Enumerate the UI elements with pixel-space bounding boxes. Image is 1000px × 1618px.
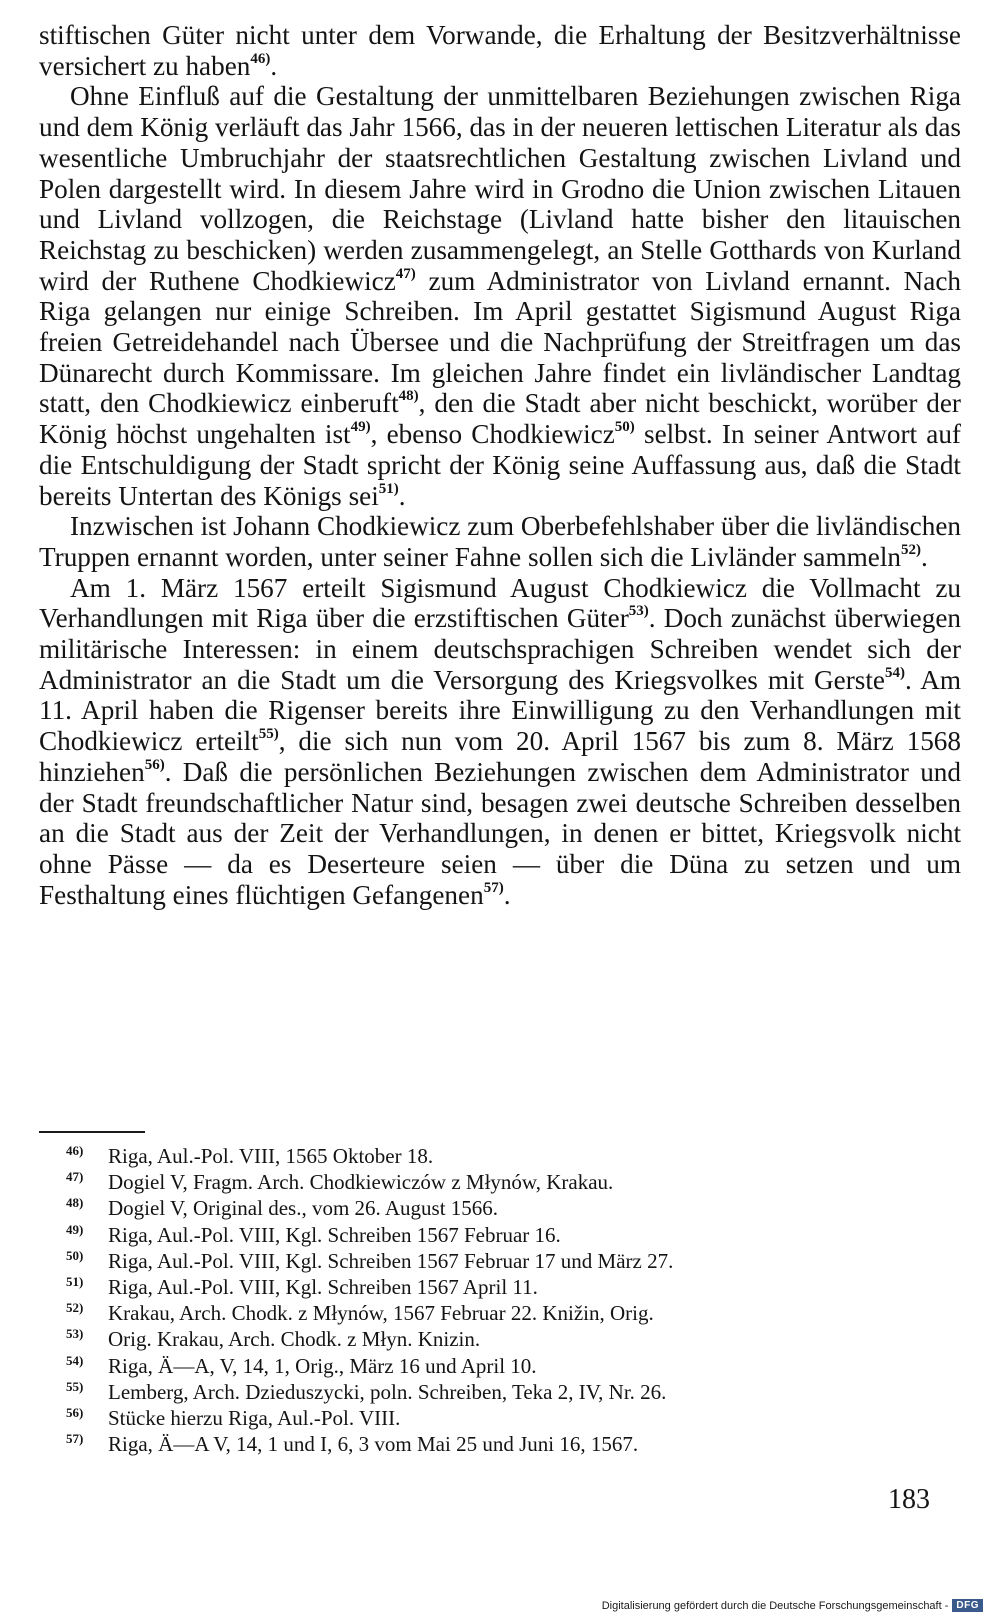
footnote-text: Orig. Krakau, Arch. Chodk. z Młyn. Knizin. — [108, 1327, 481, 1352]
paragraph-text: . Am 11. April haben die Rigenser bereits ihre Einwilligung zu den Verhandlungen mit Chodkiewicz erteilt — [39, 664, 962, 757]
paragraph-text: , ebenso Chodkiewicz — [370, 419, 615, 450]
paragraph-text: Ohne Einfluß auf die Gestaltung der unmittelbaren Beziehungen zwischen Riga und dem König verläuft das Jahr 1566, das in der neueren lettischen Literatur als das wesentliche Umbruchjahr der staatsrechtlichen Gestaltung zwischen Livland und Polen dargestellt wird. In diesem Jahre wird in Grodno die Union zwischen Litauen und Livland vollzogen, die Reichstage (Livland hatte bisher den litauischen Reichstag zu beschicken) werden zusammengelegt, an Stelle Gotthards von Kurland wird der Ruthene Chodkiewicz — [39, 81, 961, 296]
footnote-number: 55) — [66, 1378, 84, 1394]
footnote-reference: 57) — [483, 879, 504, 896]
footnote-text: Riga, Ä—A, V, 14, 1, Orig., März 16 und April 10. — [108, 1353, 537, 1378]
paragraph-text: . — [920, 541, 928, 572]
footnote-number: 50) — [66, 1247, 84, 1263]
footnote-divider — [39, 1131, 145, 1133]
footnote-number: 53) — [66, 1326, 84, 1342]
footnote-reference: 54) — [884, 664, 905, 681]
footnote-number: 49) — [66, 1221, 84, 1237]
digitization-note: Digitalisierung gefördert durch die Deutsche Forschungsgemeinschaft - — [601, 1599, 949, 1612]
footnote — [66, 1431, 946, 1457]
footnote-number: 54) — [66, 1352, 84, 1368]
footnote-number: 51) — [66, 1274, 84, 1290]
footnote-reference: 53) — [628, 603, 649, 620]
paragraph-text: Inzwischen ist Johann Chodkiewicz zum Oberbefehlshaber über die livländischen Truppen ernannt worden, unter seiner Fahne sollen sich die Livländer sammeln — [39, 511, 961, 572]
footnote-number: 57) — [66, 1431, 84, 1447]
paragraph-text: Am 1. März 1567 erteilt Sigismund August Chodkiewicz die Vollmacht zu Verhandlungen mit Riga über die erzstiftischen Güter — [39, 572, 961, 634]
footnote-text: Lemberg, Arch. Dzieduszycki, poln. Schreiben, Teka 2, IV, Nr. 26. — [108, 1379, 667, 1404]
paragraph — [39, 20, 961, 81]
footnote-text: Dogiel V, Original des., vom 26. August 1566. — [108, 1196, 499, 1221]
footnote-reference: 51) — [378, 480, 399, 497]
paragraph — [39, 81, 961, 511]
footnote-text: Dogiel V, Fragm. Arch. Chodkiewiczów z Młynów, Krakau. — [108, 1170, 614, 1195]
footnote-text: Stücke hierzu Riga, Aul.-Pol. VIII. — [108, 1406, 401, 1431]
footnote-text: Riga, Aul.-Pol. VIII, Kgl. Schreiben 1567 Februar 17 und März 27. — [108, 1248, 674, 1273]
page-body — [39, 20, 961, 910]
footnote — [66, 1274, 946, 1300]
paragraph-text: . — [398, 480, 406, 511]
paragraph-text: . Daß die persönlichen Beziehungen zwischen dem Administrator und der Stadt freundschaftlicher Natur sind, besagen zwei deutsche Schreiben desselben an die Stadt aus der Zeit der Verhandlungen, in denen er bittet, Kriegsvolk nicht ohne Pässe — da es Deserteure seien — über die Düna zu setzen und um Festhaltung eines flüchtigen Gefangenen — [39, 756, 961, 910]
footnote-text: Krakau, Arch. Chodk. z Młynów, 1567 Februar 22. Knižin, Orig. — [108, 1301, 654, 1326]
footnote — [66, 1169, 946, 1195]
footnote-text: Riga, Aul.-Pol. VIII, Kgl. Schreiben 1567 April 11. — [108, 1275, 538, 1300]
footnote-number: 48) — [66, 1195, 84, 1211]
footnote-number: 47) — [66, 1169, 84, 1185]
footnote-reference: 48) — [398, 388, 419, 405]
footnote-reference: 46) — [250, 50, 271, 67]
footnote-text: Riga, Aul.-Pol. VIII, 1565 Oktober 18. — [108, 1144, 434, 1168]
footnote — [66, 1143, 946, 1169]
digitization-banner — [602, 1599, 983, 1612]
footnote — [66, 1222, 946, 1248]
footnote-number: 56) — [66, 1405, 84, 1421]
footnote-reference: 47) — [395, 265, 416, 282]
footnote-reference: 56) — [144, 756, 165, 773]
footnote-text: Riga, Ä—A V, 14, 1 und I, 6, 3 vom Mai 25 und Juni 16, 1567. — [108, 1432, 639, 1457]
footnote-text: Riga, Aul.-Pol. VIII, Kgl. Schreiben 1567 Februar 16. — [108, 1222, 561, 1247]
paragraph — [39, 511, 961, 572]
paragraph-text: stiftischen Güter nicht unter dem Vorwande, die Erhaltung der Besitzverhältnisse versichert zu haben — [39, 20, 961, 81]
paragraph-text: zum Administrator von Livland ernannt. Nach Riga gelangen nur einige Schreiben. Im April gestattet Sigismund August Riga freien Getreidehandel nach Übersee und die Nachprüfung der Streitfragen um das Dünarecht durch Kommissare. Im gleichen Jahre findet ein livländischer Landtag statt, den Chodkiewicz einberuft — [39, 265, 961, 419]
footnote-reference: 55) — [258, 726, 279, 743]
footnote — [66, 1326, 946, 1352]
footnote — [66, 1300, 946, 1326]
paragraph-text: selbst. In seiner Antwort auf die Entschuldigung der Stadt spricht der König seine Auffassung aus, daß die Stadt bereits Untertan des Königs sei — [39, 419, 961, 511]
main-text — [39, 20, 961, 910]
footnote-reference: 50) — [614, 419, 635, 436]
dfg-logo-icon: DFG — [952, 1599, 983, 1612]
page-number: 183 — [888, 1484, 930, 1515]
footnote-number: 52) — [66, 1300, 84, 1316]
paragraph — [39, 573, 961, 911]
footnote — [66, 1248, 946, 1274]
paragraph-text: . — [503, 879, 511, 910]
footnote — [66, 1379, 946, 1405]
paragraph-text: , die sich nun vom 20. April 1567 bis zum 8. März 1568 hinziehen — [39, 726, 961, 787]
paragraph-text: . Doch zunächst überwiegen militärische Interessen: in einem deutschsprachigen Schreiben wendet sich der Administrator an die Stadt um die Versorgung des Kriegsvolkes mit Gerste — [39, 603, 961, 695]
footnotes — [66, 1143, 946, 1457]
paragraph-text: , den die Stadt aber nicht beschickt, worüber der König höchst ungehalten ist — [39, 388, 961, 450]
footnote-number: 46) — [66, 1143, 84, 1158]
footnote-reference: 49) — [350, 419, 371, 436]
footnote-reference: 52) — [900, 541, 921, 558]
paragraph-text: . — [270, 50, 278, 81]
footnote — [66, 1353, 946, 1379]
footnote — [66, 1405, 946, 1431]
footnote — [66, 1195, 946, 1221]
